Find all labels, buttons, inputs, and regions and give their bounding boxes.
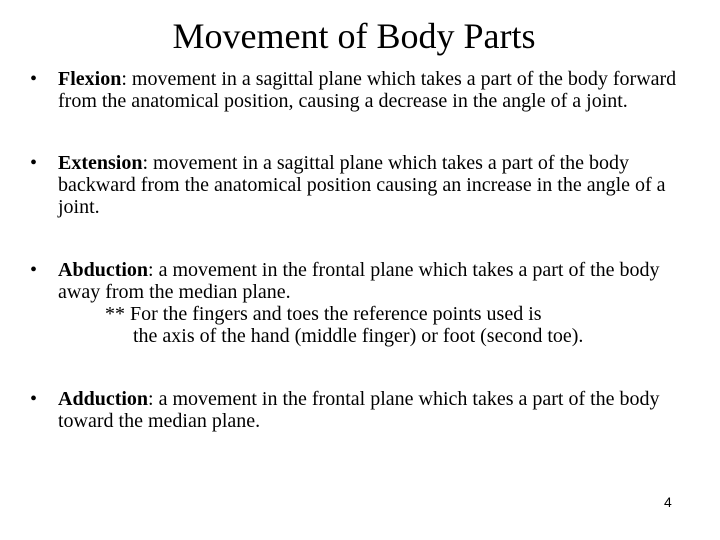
term-extension: Extension — [58, 152, 143, 174]
page-number: 4 — [664, 494, 672, 510]
definition-adduction: a movement in the frontal plane which takes a part of the body toward the median plane. — [58, 388, 660, 432]
bullet-item-adduction — [30, 388, 690, 432]
bullet-icon: • — [30, 259, 38, 281]
term-abduction: Abduction — [58, 259, 149, 281]
bullet-item-extension — [30, 152, 690, 218]
abduction-note-line-1: ** For the fingers and toes the reference points used is — [105, 303, 542, 325]
term-separator: : — [148, 259, 159, 281]
definition-extension: movement in a sagittal plane which takes a part of the body backward from the anatomical position causing an increase in the angle of a joint. — [58, 152, 666, 218]
term-flexion: Flexion — [58, 68, 122, 90]
term-adduction: Adduction — [58, 388, 149, 410]
definition-flexion: movement in a sagittal plane which takes a part of the body forward from the anatomical position, causing a decrease in the angle of a joint. — [58, 68, 677, 112]
term-separator: : — [121, 68, 132, 90]
bullet-icon: • — [30, 152, 38, 174]
abduction-note-line-2: the axis of the hand (middle finger) or foot (second toe). — [133, 325, 584, 347]
bullet-icon: • — [30, 68, 38, 90]
bullet-icon: • — [30, 388, 38, 410]
term-separator: : — [148, 388, 159, 410]
bullet-list — [30, 68, 690, 432]
bullet-item-flexion — [30, 68, 690, 112]
bullet-item-abduction — [30, 259, 690, 347]
slide-title: Movement of Body Parts — [172, 16, 536, 56]
definition-abduction: a movement in the frontal plane which takes a part of the body away from the median plane. — [58, 259, 660, 303]
term-separator: : — [142, 152, 154, 174]
